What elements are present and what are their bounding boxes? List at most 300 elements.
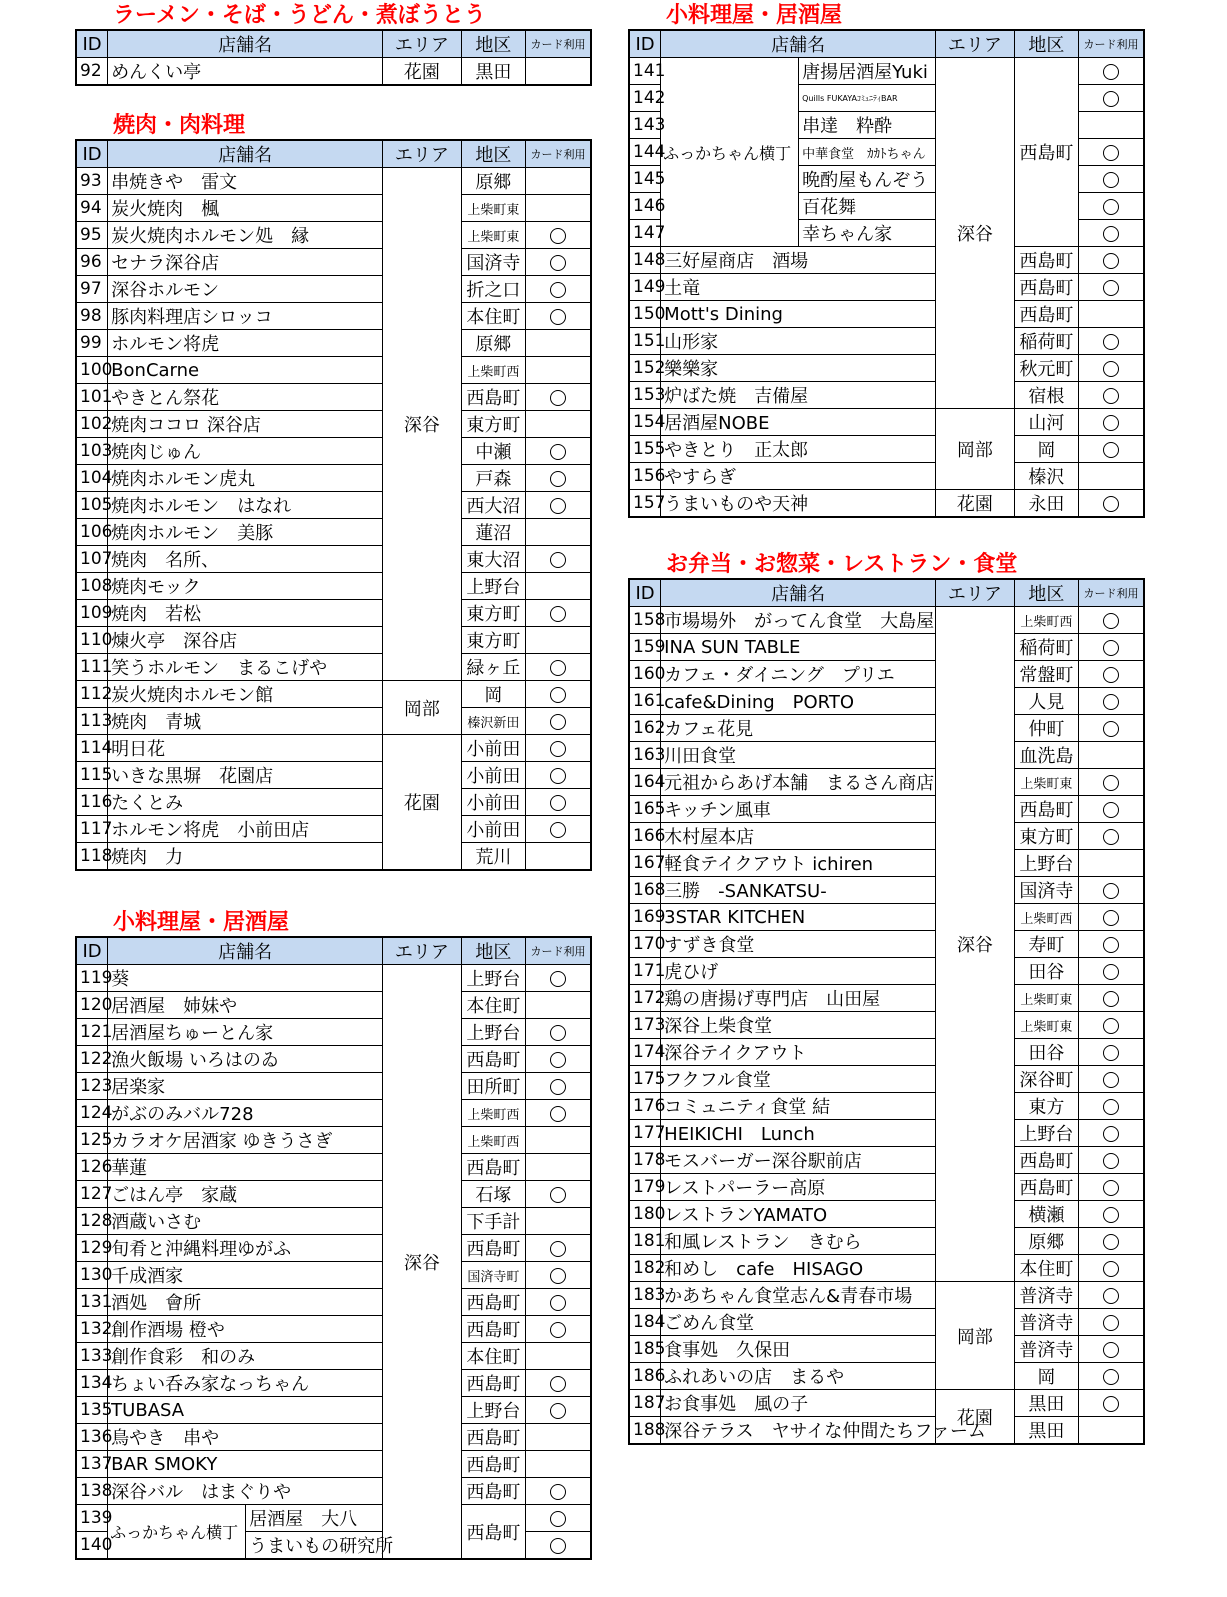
store-name: 居酒屋 姉妹や <box>108 992 383 1019</box>
table-row <box>76 1478 591 1505</box>
card-cell <box>1079 1363 1144 1390</box>
store-name: 市場場外 がってん食堂 大島屋 <box>661 607 936 634</box>
card-cell <box>526 600 591 627</box>
area-cell: 花園 <box>383 735 462 871</box>
area-cell: 花園 <box>936 1390 1015 1445</box>
table-row <box>629 769 1144 796</box>
store-name: 土竜 <box>661 274 936 301</box>
area-cell: 深谷 <box>936 607 1015 1282</box>
card-cell <box>1079 301 1144 328</box>
row-id: 101 <box>76 384 108 411</box>
district-cell: 東方町 <box>461 600 525 627</box>
row-id: 149 <box>629 274 661 301</box>
row-id: 153 <box>629 382 661 409</box>
table-row <box>629 1282 1144 1309</box>
header-row <box>629 30 1144 58</box>
card-cell <box>526 411 591 438</box>
district-cell: 岡 <box>1014 1363 1078 1390</box>
circle-icon <box>1103 442 1119 458</box>
district-cell: 西島町 <box>461 1235 525 1262</box>
section-title-ramen: ラーメン・そば・うどん・煮ぼうとう <box>113 3 486 28</box>
circle-icon <box>1103 1315 1119 1331</box>
card-cell <box>526 168 591 195</box>
card-cell <box>1079 58 1144 85</box>
district-cell: 西島町 <box>461 1478 525 1505</box>
district-cell: 西島町 <box>461 1289 525 1316</box>
store-name: 幸ちゃん家 <box>799 220 936 247</box>
district-cell: 西島町 <box>1014 1147 1078 1174</box>
district-cell: 横瀬 <box>1014 1201 1078 1228</box>
row-id: 171 <box>629 958 661 985</box>
table-row <box>629 328 1144 355</box>
store-name: 川田食堂 <box>661 742 936 769</box>
row-id: 122 <box>76 1046 108 1073</box>
circle-icon <box>1103 226 1119 242</box>
row-id: 131 <box>76 1289 108 1316</box>
district-cell: 西大沼 <box>461 492 525 519</box>
row-id: 127 <box>76 1181 108 1208</box>
card-cell <box>1079 166 1144 193</box>
district-cell: 深谷町 <box>1014 1066 1078 1093</box>
card-cell <box>1079 1201 1144 1228</box>
row-id: 139 <box>76 1505 108 1532</box>
card-cell <box>1079 823 1144 850</box>
circle-icon <box>550 660 566 676</box>
table-row <box>76 276 591 303</box>
row-id: 132 <box>76 1316 108 1343</box>
row-id: 137 <box>76 1451 108 1478</box>
district-cell: 黒田 <box>461 58 525 86</box>
table-row <box>629 823 1144 850</box>
circle-icon <box>1103 91 1119 107</box>
row-id: 143 <box>629 112 661 139</box>
store-name: INA SUN TABLE <box>661 634 936 661</box>
circle-icon <box>550 552 566 568</box>
store-name: 元祖からあげ本舗 まるさん商店 <box>661 769 936 796</box>
store-name: 明日花 <box>108 735 383 762</box>
district-cell: 東方 <box>1014 1093 1078 1120</box>
circle-icon <box>550 1295 566 1311</box>
district-cell: 上野台 <box>1014 850 1078 877</box>
store-name: やきとん祭花 <box>108 384 383 411</box>
store-name: 焼肉 力 <box>108 843 383 871</box>
district-cell: 永田 <box>1014 490 1078 518</box>
store-name: やきとり 正太郎 <box>661 436 936 463</box>
circle-icon <box>1103 775 1119 791</box>
table-row <box>76 1424 591 1451</box>
district-cell: 上柴町東 <box>461 195 525 222</box>
row-id: 145 <box>629 166 661 193</box>
row-id: 121 <box>76 1019 108 1046</box>
card-cell <box>1079 661 1144 688</box>
store-name: フクフル食堂 <box>661 1066 936 1093</box>
header-name: 店舗名 <box>661 30 936 58</box>
store-name: 居酒屋 大八 <box>246 1505 383 1532</box>
card-cell <box>1079 463 1144 490</box>
header-area: エリア <box>383 937 462 965</box>
row-id: 179 <box>629 1174 661 1201</box>
row-id: 116 <box>76 789 108 816</box>
district-cell: 西島町 <box>461 384 525 411</box>
table-row <box>76 654 591 681</box>
row-id: 158 <box>629 607 661 634</box>
card-cell <box>526 1073 591 1100</box>
table-row <box>76 1316 591 1343</box>
district-cell: 本住町 <box>461 992 525 1019</box>
table-row <box>76 816 591 843</box>
circle-icon <box>1103 1261 1119 1277</box>
row-id: 96 <box>76 249 108 276</box>
card-cell <box>1079 1417 1144 1445</box>
row-id: 130 <box>76 1262 108 1289</box>
circle-icon <box>1103 1072 1119 1088</box>
store-name: 晩酌屋もんぞう <box>799 166 936 193</box>
card-cell <box>1079 1066 1144 1093</box>
card-cell <box>526 222 591 249</box>
card-cell <box>526 276 591 303</box>
store-name: 深谷テイクアウト <box>661 1039 936 1066</box>
table-row <box>629 1336 1144 1363</box>
row-id: 152 <box>629 355 661 382</box>
row-id: 162 <box>629 715 661 742</box>
table-row <box>76 58 591 86</box>
section-title-yakiniku: 焼肉・肉料理 <box>113 113 246 138</box>
row-id: 92 <box>76 58 108 86</box>
table-row <box>76 411 591 438</box>
table-row <box>76 1505 591 1532</box>
store-name: いきな黒塀 花園店 <box>108 762 383 789</box>
card-cell <box>526 1154 591 1181</box>
card-cell <box>1079 1309 1144 1336</box>
district-cell: 小前田 <box>461 789 525 816</box>
card-cell <box>1079 1120 1144 1147</box>
district-cell: 田谷 <box>1014 958 1078 985</box>
header-id: ID <box>76 30 108 58</box>
circle-icon <box>550 1268 566 1284</box>
district-cell: 人見 <box>1014 688 1078 715</box>
header-area: エリア <box>383 30 462 58</box>
store-name: カフェ・ダイニング プリエ <box>661 661 936 688</box>
table-row <box>76 965 591 992</box>
table-row <box>629 661 1144 688</box>
table-row <box>629 463 1144 490</box>
area-cell: 岡部 <box>936 409 1015 490</box>
row-id: 140 <box>76 1532 108 1560</box>
circle-icon <box>550 971 566 987</box>
circle-icon <box>1103 1396 1119 1412</box>
district-cell: 稲荷町 <box>1014 634 1078 661</box>
table-row <box>76 843 591 871</box>
card-cell <box>1079 193 1144 220</box>
card-cell <box>1079 274 1144 301</box>
district-cell: 原郷 <box>1014 1228 1078 1255</box>
row-id: 174 <box>629 1039 661 1066</box>
store-name: 百花舞 <box>799 193 936 220</box>
card-cell <box>1079 139 1144 166</box>
store-name: 漁火飯場 いろはのゐ <box>108 1046 383 1073</box>
circle-icon <box>1103 1234 1119 1250</box>
card-cell <box>526 357 591 384</box>
table-ramen <box>75 29 592 86</box>
header-district: 地区 <box>461 937 525 965</box>
store-name: ふれあいの店 まるや <box>661 1363 936 1390</box>
store-name: 木村屋本店 <box>661 823 936 850</box>
store-name: かあちゃん食堂志ん&青春市場 <box>661 1282 936 1309</box>
card-cell <box>526 438 591 465</box>
circle-icon <box>1103 1153 1119 1169</box>
district-cell: 西島町 <box>461 1451 525 1478</box>
section-title-izakaya-left: 小料理屋・居酒屋 <box>113 910 290 935</box>
header-area: エリア <box>936 579 1015 607</box>
store-name: ホルモン将虎 <box>108 330 383 357</box>
circle-icon <box>550 1376 566 1392</box>
header-card: カード利用 <box>1079 579 1144 607</box>
district-cell: 黒田 <box>1014 1390 1078 1417</box>
row-id: 114 <box>76 735 108 762</box>
row-id: 109 <box>76 600 108 627</box>
table-row <box>76 573 591 600</box>
table-row <box>629 1147 1144 1174</box>
district-cell: 小前田 <box>461 735 525 762</box>
header-name: 店舗名 <box>108 140 383 168</box>
table-row <box>629 1012 1144 1039</box>
table-row <box>629 1363 1144 1390</box>
row-id: 175 <box>629 1066 661 1093</box>
district-cell: 上野台 <box>461 965 525 992</box>
store-name: BonCarne <box>108 357 383 384</box>
row-id: 129 <box>76 1235 108 1262</box>
table-row <box>76 708 591 735</box>
table-row <box>76 1181 591 1208</box>
circle-icon <box>550 309 566 325</box>
row-id: 103 <box>76 438 108 465</box>
card-cell <box>526 1289 591 1316</box>
card-cell <box>1079 1336 1144 1363</box>
district-cell: 普済寺 <box>1014 1336 1078 1363</box>
card-cell <box>526 627 591 654</box>
table-row <box>629 877 1144 904</box>
store-name: 炭火焼肉 楓 <box>108 195 383 222</box>
district-cell: 蓮沼 <box>461 519 525 546</box>
district-cell: 原郷 <box>461 330 525 357</box>
row-id: 151 <box>629 328 661 355</box>
area-cell: 花園 <box>936 490 1015 518</box>
circle-icon <box>1103 64 1119 80</box>
area-cell: 深谷 <box>936 58 1015 409</box>
district-cell: 国済寺町 <box>461 1262 525 1289</box>
store-name: コミュニティ食堂 結 <box>661 1093 936 1120</box>
table-row <box>629 1120 1144 1147</box>
table-row <box>629 715 1144 742</box>
store-name: 食事処 久保田 <box>661 1336 936 1363</box>
header-district: 地区 <box>461 140 525 168</box>
circle-icon <box>1103 721 1119 737</box>
header-district: 地区 <box>1014 579 1078 607</box>
store-name: 深谷バル はまぐりや <box>108 1478 383 1505</box>
circle-icon <box>550 1484 566 1500</box>
circle-icon <box>1103 496 1119 512</box>
card-cell <box>526 330 591 357</box>
table-row <box>76 330 591 357</box>
district-cell: 西島町 <box>461 1154 525 1181</box>
card-cell <box>526 1343 591 1370</box>
table-row <box>629 634 1144 661</box>
table-row <box>76 600 591 627</box>
card-cell <box>1079 607 1144 634</box>
row-id: 176 <box>629 1093 661 1120</box>
row-id: 119 <box>76 965 108 992</box>
store-name: 酒処 會所 <box>108 1289 383 1316</box>
store-name: ちょい呑み家なっちゃん <box>108 1370 383 1397</box>
district-cell: 上柴町西 <box>461 357 525 384</box>
circle-icon <box>550 1106 566 1122</box>
store-name: うまいものや天神 <box>661 490 936 518</box>
table-row <box>76 303 591 330</box>
store-name: 焼肉 青城 <box>108 708 383 735</box>
circle-icon <box>550 1241 566 1257</box>
table-izakaya-right <box>628 29 1145 518</box>
store-name: 山形家 <box>661 328 936 355</box>
row-id: 180 <box>629 1201 661 1228</box>
header-row <box>629 579 1144 607</box>
circle-icon <box>550 714 566 730</box>
table-row <box>629 58 1144 85</box>
table-bento <box>628 578 1145 1445</box>
store-name: たくとみ <box>108 789 383 816</box>
row-id: 136 <box>76 1424 108 1451</box>
table-row <box>629 1390 1144 1417</box>
header-row <box>76 30 591 58</box>
row-id: 123 <box>76 1073 108 1100</box>
card-cell <box>1079 1039 1144 1066</box>
card-cell <box>526 573 591 600</box>
circle-icon <box>1103 172 1119 188</box>
circle-icon <box>550 1511 566 1527</box>
district-cell: 上柴町東 <box>461 222 525 249</box>
row-id: 183 <box>629 1282 661 1309</box>
district-cell: 上柴町東 <box>1014 769 1078 796</box>
store-name: 深谷テラス ヤサイな仲間たちファーム <box>661 1417 936 1445</box>
district-cell: 榛沢 <box>1014 463 1078 490</box>
table-row <box>629 607 1144 634</box>
district-cell: 西島町 <box>1014 247 1078 274</box>
table-row <box>76 357 591 384</box>
store-name: 中華食堂 ｶｶﾄちゃん <box>799 139 936 166</box>
table-row <box>76 1262 591 1289</box>
row-id: 97 <box>76 276 108 303</box>
store-name: 炭火焼肉ホルモン館 <box>108 681 383 708</box>
store-name: 葵 <box>108 965 383 992</box>
row-id: 99 <box>76 330 108 357</box>
card-cell <box>526 195 591 222</box>
card-cell <box>526 1181 591 1208</box>
header-card: カード利用 <box>1079 30 1144 58</box>
district-cell: 本住町 <box>461 303 525 330</box>
circle-icon <box>1103 883 1119 899</box>
card-cell <box>526 249 591 276</box>
circle-icon <box>550 606 566 622</box>
area-cell: 岡部 <box>936 1282 1015 1390</box>
table-row <box>76 1100 591 1127</box>
store-name: ごはん亭 家蔵 <box>108 1181 383 1208</box>
circle-icon <box>1103 334 1119 350</box>
district-cell: 西島町 <box>461 1046 525 1073</box>
store-name: 軽食テイクアウト ichiren <box>661 850 936 877</box>
circle-icon <box>550 795 566 811</box>
row-id: 164 <box>629 769 661 796</box>
card-cell <box>526 1262 591 1289</box>
table-row <box>76 627 591 654</box>
district-cell: 東方町 <box>1014 823 1078 850</box>
header-id: ID <box>76 937 108 965</box>
card-cell <box>526 384 591 411</box>
circle-icon <box>550 390 566 406</box>
row-id: 160 <box>629 661 661 688</box>
district-cell: 小前田 <box>461 816 525 843</box>
table-row <box>629 1066 1144 1093</box>
circle-icon <box>550 822 566 838</box>
store-name: 3STAR KITCHEN <box>661 904 936 931</box>
card-cell <box>526 654 591 681</box>
table-row <box>629 436 1144 463</box>
table-row <box>629 1228 1144 1255</box>
row-id: 98 <box>76 303 108 330</box>
section-title-izakaya-right: 小料理屋・居酒屋 <box>666 3 843 28</box>
district-cell: 岡 <box>461 681 525 708</box>
store-name: 創作食彩 和のみ <box>108 1343 383 1370</box>
row-id: 163 <box>629 742 661 769</box>
area-cell: 花園 <box>383 58 462 86</box>
district-cell: 西島町 <box>461 1505 525 1560</box>
district-cell: 東方町 <box>461 411 525 438</box>
district-cell: 下手計 <box>461 1208 525 1235</box>
store-name: ごめん食堂 <box>661 1309 936 1336</box>
row-id: 144 <box>629 139 661 166</box>
table-row <box>76 492 591 519</box>
circle-icon <box>1103 1342 1119 1358</box>
row-id: 105 <box>76 492 108 519</box>
row-id: 117 <box>76 816 108 843</box>
store-name: 煉火亭 深谷店 <box>108 627 383 654</box>
district-cell: 寿町 <box>1014 931 1078 958</box>
store-name: 深谷ホルモン <box>108 276 383 303</box>
row-id: 165 <box>629 796 661 823</box>
store-name: 唐揚居酒屋Yuki <box>799 58 936 85</box>
row-id: 95 <box>76 222 108 249</box>
table-row <box>76 1019 591 1046</box>
circle-icon <box>550 1538 566 1554</box>
circle-icon <box>550 1322 566 1338</box>
table-row <box>76 1208 591 1235</box>
card-cell <box>1079 688 1144 715</box>
card-cell <box>526 492 591 519</box>
row-id: 159 <box>629 634 661 661</box>
row-id: 125 <box>76 1127 108 1154</box>
circle-icon <box>1103 1180 1119 1196</box>
area-cell: 深谷 <box>383 168 462 681</box>
circle-icon <box>550 498 566 514</box>
store-name: 焼肉ホルモン 美豚 <box>108 519 383 546</box>
circle-icon <box>1103 613 1119 629</box>
store-name: カフェ花見 <box>661 715 936 742</box>
area-cell: 深谷 <box>383 965 462 1560</box>
district-cell: 西島町 <box>1014 301 1078 328</box>
card-cell <box>1079 1282 1144 1309</box>
card-cell <box>1079 715 1144 742</box>
circle-icon <box>550 282 566 298</box>
circle-icon <box>1103 1288 1119 1304</box>
card-cell <box>526 303 591 330</box>
